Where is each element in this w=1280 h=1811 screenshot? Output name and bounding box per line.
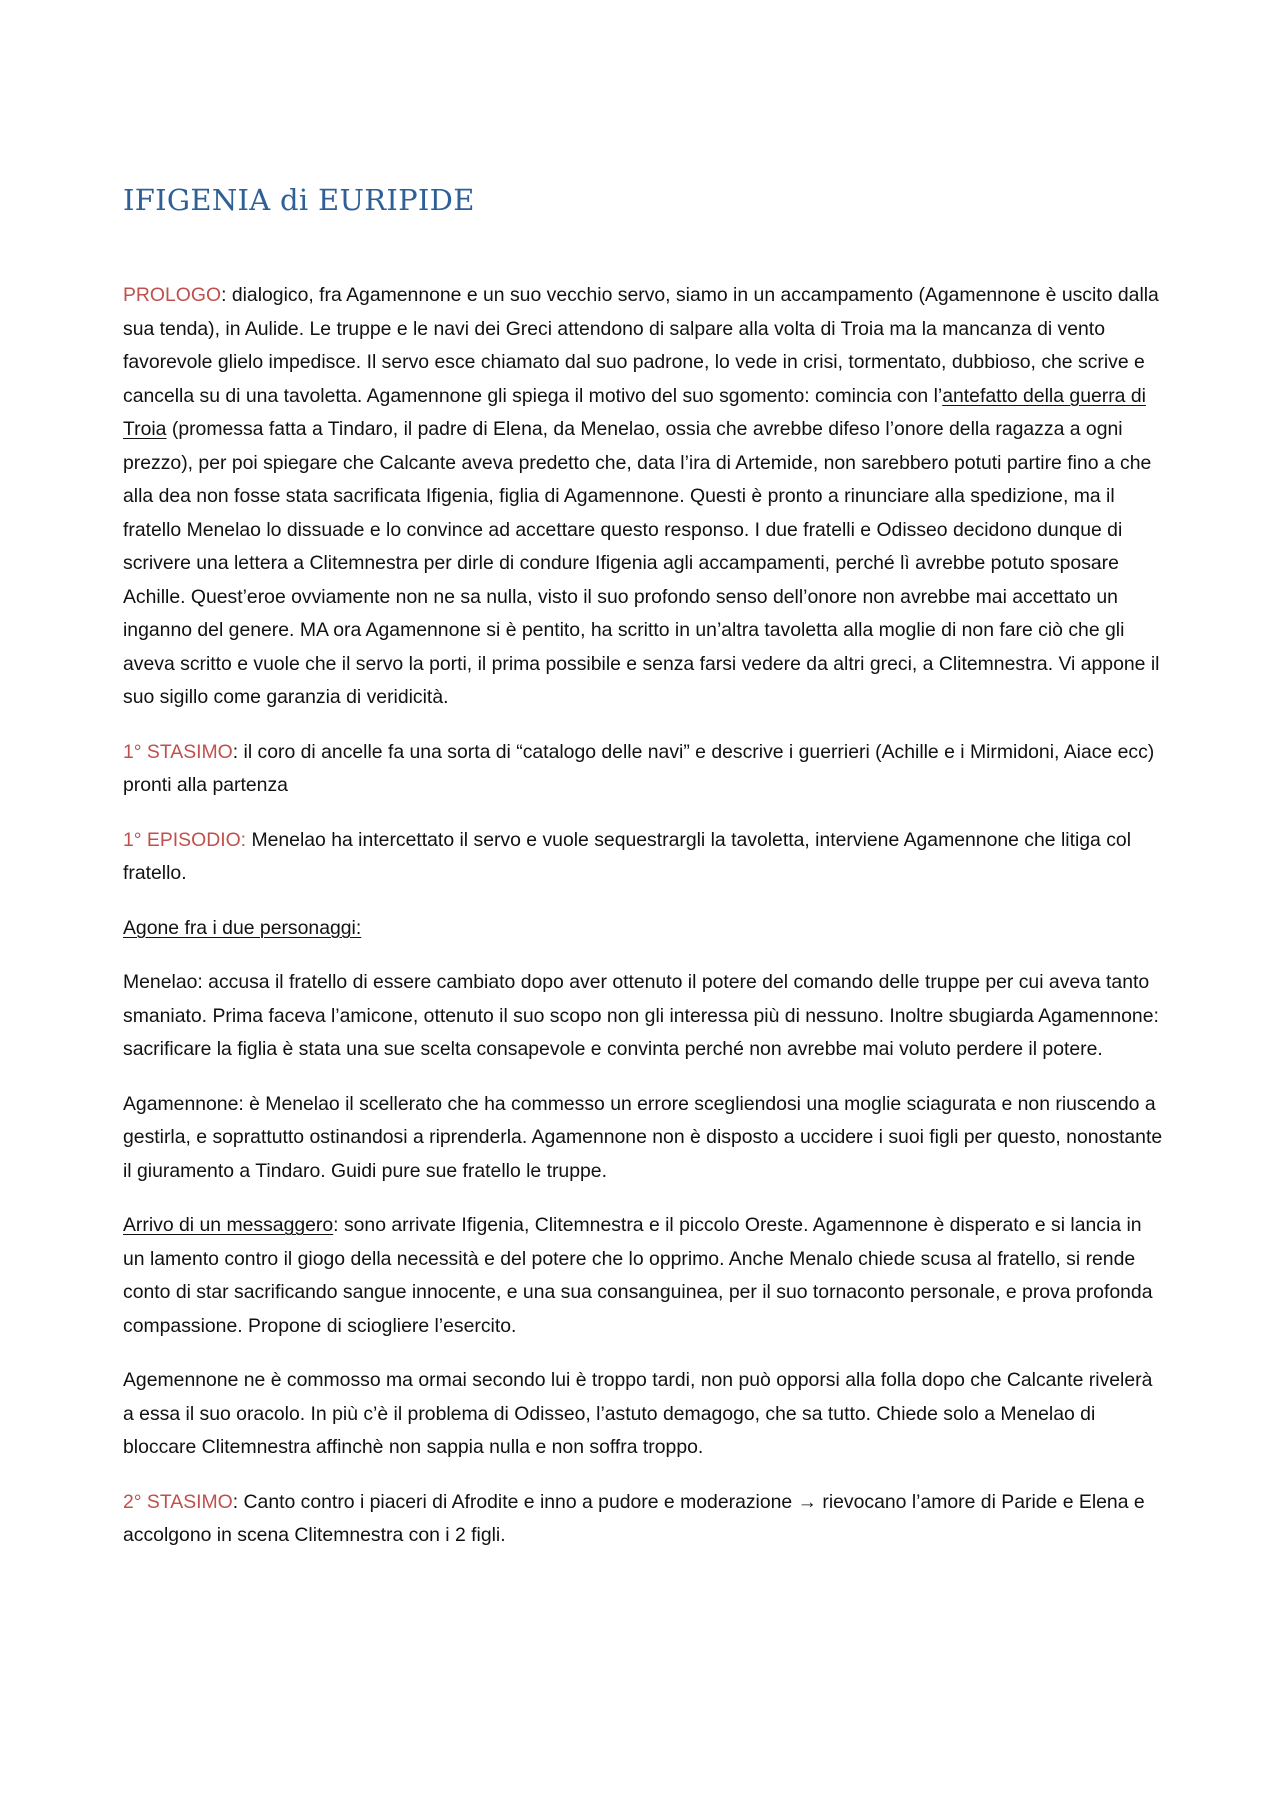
paragraph-text: Menelao ha intercettato il servo e vuole sequestrargli la tavoletta, interviene Agamennone che litiga col fratello. <box>123 828 1132 884</box>
paragraph-stasimo-2 <box>123 1486 1168 1553</box>
paragraph-prologo <box>123 279 1168 715</box>
section-label-stasimo-1: 1° STASIMO <box>123 740 233 763</box>
paragraph-text: Agamennone: è Menelao il scellerato che ha commesso un errore scegliendosi una moglie sciagurata e non riuscendo a gestirla, e soprattutto ostinandosi a riprenderla. Agamennone non è disposto a uccidere i suoi figli per questo, nonostante il giuramento a Tindaro. Guidi pure sue fratello le truppe. <box>123 1092 1163 1182</box>
paragraph-text: : Canto contro i piaceri di Afrodite e inno a pudore e moderazione → rievocano l’amore di Paride e Elena e accolgono in scena Clitemnestra con i 2 figli. <box>123 1490 1145 1546</box>
messaggero-heading: Arrivo di un messaggero <box>123 1214 334 1236</box>
paragraph-text: : il coro di ancelle fa una sorta di “catalogo delle navi” e descrive i guerrieri (Achille e i Mirmidoni, Aiace ecc) pronti alla partenza <box>123 740 1155 796</box>
paragraph-agone-heading <box>123 912 1168 946</box>
section-label-prologo: PROLOGO <box>123 284 222 306</box>
agone-heading: Agone fra i due personaggi: <box>123 916 362 939</box>
section-label-episodio-1: 1° EPISODIO: <box>123 828 247 851</box>
paragraph-menelao <box>123 966 1168 1067</box>
paragraph-text: Menelao: accusa il fratello di essere cambiato dopo aver ottenuto il potere del comando delle truppe per cui aveva tanto smaniato. Prima faceva l’amicone, ottenuto il suo scopo non gli interessa più di nessuno. Inoltre sbugiarda Agamennone: sacrificare la figlia è stata una sue scelta consapevole e convinta perché non avrebbe mai voluto perdere il potere. <box>123 971 1159 1060</box>
section-label-stasimo-2: 2° STASIMO <box>123 1490 233 1513</box>
document-body <box>123 279 1168 1574</box>
paragraph-episodio-1 <box>123 824 1168 891</box>
paragraph-text: (promessa fatta a Tindaro, il padre di Elena, da Menelao, ossia che avrebbe difeso l’onore della ragazza a ogni prezzo), per poi spiegare che Calcante aveva predetto che, data l’ira di Artemide, non sarebbero potuti partire fino a che alla dea non fosse stata sacrificata Ifigenia, figlia di Agamennone. Questi è pronto a rinunciare alla spedizione, ma il fratello Menelao lo dissuade e lo convince ad accettare questo responso. I due fratelli e Odisseo decidono dunque di scrivere una lettera a Clitemnestra per dirle di condure Ifigenia agli accampamenti, perché lì avrebbe potuto sposare Achille. Quest’eroe ovviamente non ne sa nulla, visto il suo profondo senso dell’onore non avrebbe mai accettato un inganno del genere. MA ora Agamennone si è pentito, ha scritto in un’altra tavoletta alla moglie di non fare ciò che gli aveva scritto e vuole che il servo la porti, il prima possibile e senza farsi vedere da altri greci, a Clitemnestra. Vi appone il suo sigillo come garanzia di veridicità. <box>123 418 1160 708</box>
paragraph-text: : dialogico, fra Agamennone e un suo vecchio servo, siamo in un accampamento (Agamennone è uscito dalla sua tenda), in Aulide. Le truppe e le navi dei Greci attendono di salpare alla volta di Troia ma la mancanza di vento favorevole glielo impedisce. Il servo esce chiamato dal suo padrone, lo vede in crisi, tormentato, dubbioso, che scrive e cancella su di una tavoletta. Agamennone gli spiega il motivo del suo sgomento: comincia con l’ <box>123 284 1159 407</box>
paragraph-agamennone <box>123 1088 1168 1189</box>
paragraph-text: : sono arrivate Ifigenia, Clitemnestra e il piccolo Oreste. Agamennone è disperato e si lancia in un lamento contro il giogo della necessità e del potere che lo opprimo. Anche Menalo chiede scusa al fratello, si rende conto di star sacrificando sangue innocente, e una sua consanguinea, per il suo tornaconto personale, e prova profonda compassione. Propone di sciogliere l’esercito. <box>123 1214 1153 1337</box>
paragraph-text: Agemennone ne è commosso ma ormai secondo lui è troppo tardi, non può opporsi alla folla dopo che Calcante rivelerà a essa il suo oracolo. In più c’è il problema di Odisseo, l’astuto demagogo, che sa tutto. Chiede solo a Menelao di bloccare Clitemnestra affinchè non sappia nulla e non soffra troppo. <box>123 1369 1153 1458</box>
paragraph-messaggero <box>123 1209 1168 1343</box>
paragraph-agemennone-commosso <box>123 1364 1168 1465</box>
underlined-phrase: antefatto della guerra di Troia <box>123 384 1146 440</box>
document-title: IFIGENIA di EURIPIDE <box>123 183 475 217</box>
paragraph-stasimo-1 <box>123 736 1168 803</box>
